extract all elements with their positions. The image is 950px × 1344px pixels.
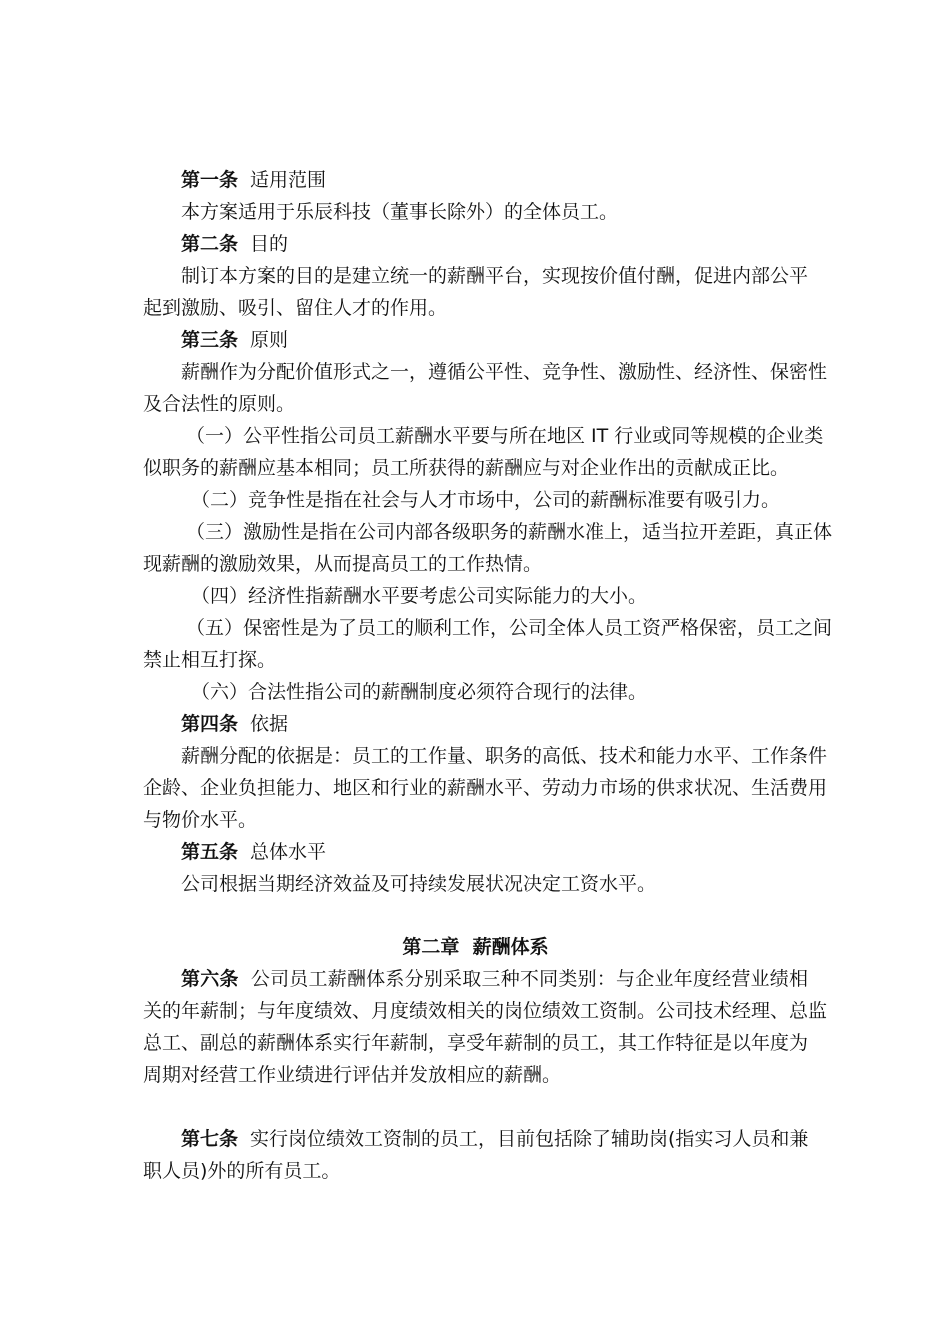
list-item-3-cont: 现薪酬的激励效果，从而提高员工的工作热情。 [143, 553, 543, 575]
paragraph-line: 总工、副总的薪酬体系实行年薪制，享受年薪制的员工，其工作特征是以年度为 [143, 1032, 809, 1054]
paragraph-line: 制订本方案的目的是建立统一的薪酬平台，实现按价值付酬，促进内部公平 [181, 265, 809, 287]
article-label: 第五条 [181, 841, 239, 863]
paragraph-line: 企龄、企业负担能力、地区和行业的薪酬水平、劳动力市场的供求状况、生活费用 [143, 777, 828, 799]
article-title: 目的 [250, 233, 289, 255]
article-title: 原则 [250, 329, 289, 351]
article-title: 总体水平 [250, 841, 327, 863]
list-item-5: （五）保密性是为了员工的顺利工作，公司全体人员工资严格保密，员工之间 [186, 617, 833, 639]
list-item-6: （六）合法性指公司的薪酬制度必须符合现行的法律。 [191, 681, 648, 703]
paragraph-line: 公司根据当期经济效益及可持续发展状况决定工资水平。 [181, 873, 657, 895]
paragraph-line: 及合法性的原则。 [143, 393, 296, 415]
list-item-4: （四）经济性指薪酬水平要考虑公司实际能力的大小。 [191, 585, 648, 607]
article-label: 第三条 [181, 329, 239, 351]
chapter-heading: 第二章 薪酬体系 [402, 936, 549, 958]
article-title: 适用范围 [250, 169, 327, 191]
article-5-heading [181, 836, 808, 868]
article-label: 第四条 [181, 713, 239, 735]
article-1-heading [181, 164, 808, 196]
paragraph-line: 与物价水平。 [143, 809, 258, 831]
paragraph-text: 公司员工薪酬体系分别采取三种不同类别：与企业年度经营业绩相 [250, 968, 808, 990]
list-item-5-cont: 禁止相互打探。 [143, 649, 277, 671]
article-title: 依据 [250, 713, 289, 735]
list-item-2: （二）竞争性是指在社会与人才市场中，公司的薪酬标准要有吸引力。 [191, 489, 781, 511]
paragraph-line: 关的年薪制；与年度绩效、月度绩效相关的岗位绩效工资制。公司技术经理、总监 [143, 1000, 828, 1022]
article-2-heading [181, 228, 808, 260]
article-label: 第一条 [181, 169, 239, 191]
article-label: 第六条 [181, 968, 239, 990]
list-item-1: （一）公平性指公司员工薪酬水平要与所在地区 IT 行业或同等规模的企业类 [186, 425, 824, 447]
paragraph-line: 本方案适用于乐辰科技（董事长除外）的全体员工。 [181, 201, 619, 223]
article-4-heading [181, 708, 808, 740]
article-7-line [181, 1123, 808, 1155]
article-6-line [181, 963, 808, 995]
list-item-1-cont: 似职务的薪酬应基本相同；员工所获得的薪酬应与对企业作出的贡献成正比。 [143, 457, 790, 479]
paragraph-line: 起到激励、吸引、留住人才的作用。 [143, 297, 448, 319]
paragraph-line: 职人员)外的所有员工。 [143, 1160, 341, 1182]
paragraph-text: 实行岗位绩效工资制的员工，目前包括除了辅助岗(指实习人员和兼 [250, 1128, 809, 1150]
paragraph-line: 周期对经营工作业绩进行评估并发放相应的薪酬。 [143, 1064, 562, 1086]
list-item-3: （三）激励性是指在公司内部各级职务的薪酬水准上，适当拉开差距，真正体 [186, 521, 833, 543]
article-label: 第七条 [181, 1128, 239, 1150]
paragraph-line: 薪酬作为分配价值形式之一，遵循公平性、竞争性、激励性、经济性、保密性 [181, 361, 828, 383]
paragraph-line: 薪酬分配的依据是：员工的工作量、职务的高低、技术和能力水平、工作条件 [181, 745, 828, 767]
article-label: 第二条 [181, 233, 239, 255]
article-3-heading [181, 324, 808, 356]
